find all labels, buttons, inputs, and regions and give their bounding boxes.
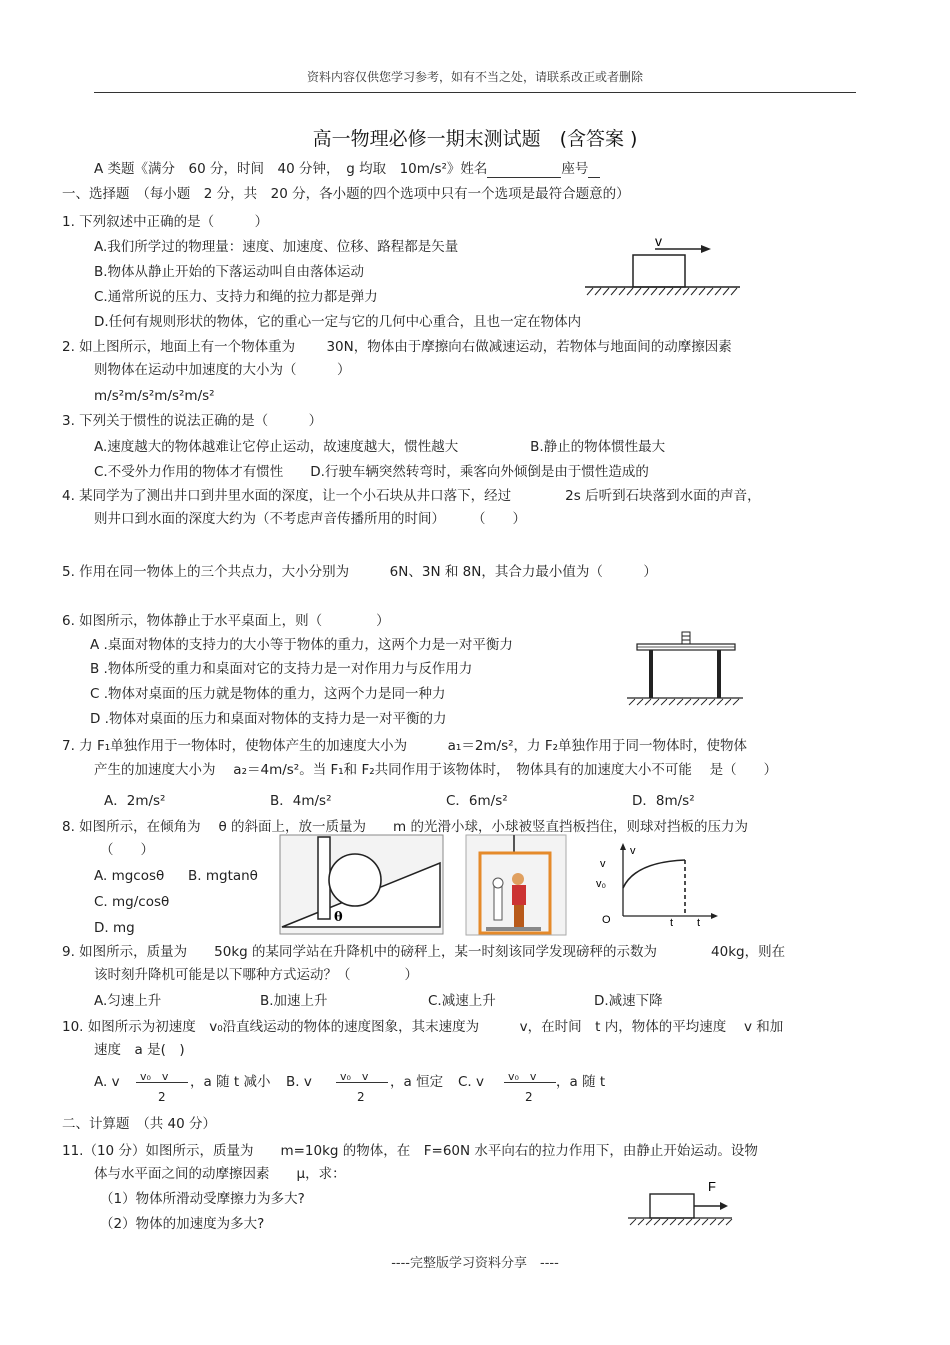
force-block-figure [628, 1178, 738, 1228]
q6-option-c: C .物体对桌面的压力就是物体的重力，这两个力是同一种力 [90, 686, 446, 702]
q1-option-d: D.任何有规则形状的物体，它的重心一定与它的几何中心重合，且也一定在物体内 [94, 314, 582, 330]
graph-v-axis: v [600, 858, 606, 870]
q9-option-a: A.匀速上升 [94, 993, 162, 1009]
q10-stem: 10. 如图所示为初速度 v₀沿直线运动的物体的速度图象，其末速度为 v，在时间 t 内，物体的平均速度 v 和加 [62, 1019, 784, 1035]
name-blank[interactable] [487, 163, 561, 178]
q7-option-c: C．6m/s² [446, 793, 508, 809]
q6-stem: 6. 如图所示，物体静止于水平桌面上，则（ ） [62, 613, 390, 629]
graph-origin-label: O [602, 914, 611, 926]
q2-stem-2: 则物体在运动中加速度的大小为（ ） [94, 362, 351, 378]
q10-option-a-fraction-bar [136, 1082, 188, 1083]
incline-figure [280, 835, 444, 935]
section1-heading: 一、选择题 （每小题 2 分，共 20 分，各小题的四个选项中只有一个选项是最符合题意的） [62, 186, 630, 202]
q9-stem: 9. 如图所示，质量为 50kg 的某同学站在升降机中的磅秤上，某一时刻该同学发现磅秤的示数为 40kg，则在 [62, 944, 786, 960]
q7-option-b: B．4m/s² [270, 793, 332, 809]
q5-stem: 5. 作用在同一物体上的三个共点力，大小分别为 6N、3N 和 8N，其合力最小值为（ ） [62, 564, 657, 580]
graph-t2-label: t [697, 917, 701, 929]
seat-label: 座号 [561, 161, 589, 177]
graph-v-top: v [630, 845, 636, 857]
q2-stem: 2. 如上图所示，地面上有一个物体重为 30N，物体由于摩擦向右做减速运动，若物体与地面间的动摩擦因素 [62, 339, 732, 355]
q3-options-ab: A.速度越大的物体越难让它停止运动，故速度越大，惯性越大 B.静止的物体惯性最大 [94, 439, 666, 455]
q7-stem-2: 产生的加速度大小为 a₂＝4m/s²。当 F₁和 F₂共同作用于该物体时， 物体具有的加速度大小不可能 是（ ） [94, 762, 778, 778]
q1-option-c: C.通常所说的压力、支持力和绳的拉力都是弹力 [94, 289, 378, 305]
theta-label: θ [334, 910, 343, 925]
graph-t1-label: t [670, 917, 674, 929]
q10-option-a-tail: ，a 随 t 减小 [190, 1074, 271, 1090]
exam-info [94, 160, 600, 178]
q7-option-a: A．2m/s² [104, 793, 166, 809]
q3-stem: 3. 下列关于惯性的说法正确的是（ ） [62, 413, 323, 429]
velocity-time-graph [590, 840, 720, 935]
q9-stem-2: 该时刻升降机可能是以下哪种方式运动？（ ） [94, 967, 418, 983]
q10-option-a-label: A. v [94, 1074, 120, 1090]
block-velocity-figure [585, 232, 745, 302]
q8-paren: （ ） [100, 842, 154, 858]
q8-stem: 8. 如图所示，在倾角为 θ 的斜面上，放一质量为 m 的光滑小球，小球被竖直挡板挡住，则球对挡板的压力为 [62, 819, 748, 835]
seat-blank[interactable] [588, 163, 600, 178]
q7-option-d: D．8m/s² [632, 793, 695, 809]
q2-options: m/s²m/s²m/s²m/s² [94, 388, 215, 404]
graph-v0-label: v₀ [596, 878, 607, 890]
q1-option-b: B.物体从静止开始的下落运动叫自由落体运动 [94, 264, 365, 280]
q1-option-a: A.我们所学过的物理量：速度、加速度、位移、路程都是矢量 [94, 239, 459, 255]
q10-option-b-tail: ，a 恒定 [390, 1074, 444, 1090]
q10-stem-2: 速度 a 是( ) [94, 1042, 185, 1058]
exam-info-text: A 类题《满分 60 分，时间 40 分钟， g 均取 10m/s²》姓名 [94, 161, 488, 177]
q7-stem: 7. 力 F₁单独作用于一物体时，使物体产生的加速度大小为 a₁＝2m/s²，力 F₂单独作用于同一物体时，使物体 [62, 738, 748, 754]
q10-option-c-label: C. v [458, 1074, 484, 1090]
q8-option-a: A. mgcosθ [94, 868, 165, 884]
q10-option-b-numerator: v₀ v [340, 1070, 369, 1083]
q10-option-c-tail: ，a 随 t [556, 1074, 606, 1090]
q10-option-c-fraction-bar [504, 1082, 556, 1083]
q11-stem-2: 体与水平面之间的动摩擦因素 μ，求： [94, 1166, 346, 1182]
q10-option-a-denominator: 2 [158, 1090, 166, 1104]
q1-stem: 1. 下列叙述中正确的是（ ） [62, 214, 269, 230]
q8-option-d: D. mg [94, 920, 135, 936]
q3-options-cd: C.不受外力作用的物体才有惯性 D.行驶车辆突然转弯时，乘客向外倾倒是由于惯性造成的 [94, 464, 649, 480]
q10-option-b-denominator: 2 [357, 1090, 365, 1104]
q9-option-d: D.减速下降 [594, 993, 663, 1009]
q11-stem: 11.（10 分）如图所示，质量为 m=10kg 的物体，在 F=60N 水平向右的拉力作用下，由静止开始运动。设物 [62, 1143, 758, 1159]
q9-option-b: B.加速上升 [260, 993, 328, 1009]
q11-part1: （1）物体所滑动受摩擦力为多大? [100, 1191, 305, 1207]
q11-part2: （2）物体的加速度为多大? [100, 1216, 265, 1232]
q10-option-b-fraction-bar [336, 1082, 388, 1083]
q4-stem: 4. 某同学为了测出井口到井里水面的深度，让一个小石块从井口落下，经过 2s 后听到石块落到水面的声音， [62, 488, 761, 504]
q6-option-b: B .物体所受的重力和桌面对它的支持力是一对作用力与反作用力 [90, 661, 473, 677]
elevator-figure [466, 835, 566, 935]
q10-option-c-denominator: 2 [525, 1090, 533, 1104]
q6-option-d: D .物体对桌面的压力和桌面对物体的支持力是一对平衡的力 [90, 711, 447, 727]
velocity-label: v [655, 233, 662, 249]
q10-option-c-numerator: v₀ v [508, 1070, 537, 1083]
header-note: 资料内容仅供您学习参考，如有不当之处，请联系改正或者删除 [306, 70, 643, 84]
q4-stem-2: 则井口到水面的深度大约为（不考虑声音传播所用的时间） （ ） [94, 511, 526, 527]
q9-option-c: C.减速上升 [428, 993, 496, 1009]
q10-option-b-label: B. v [286, 1074, 312, 1090]
q10-option-a-numerator: v₀ v [140, 1070, 169, 1083]
footer-note: ----完整版学习资料分享 ---- [391, 1256, 559, 1271]
page-title: 高一物理必修一期末测试题 (含答案 ) [312, 128, 638, 150]
header-divider [94, 92, 856, 93]
table-figure [625, 630, 745, 710]
q8-option-c: C. mg/cosθ [94, 894, 170, 910]
section2-heading: 二、计算题 （共 40 分） [62, 1116, 217, 1132]
q8-option-b: B. mgtanθ [188, 868, 258, 884]
q6-option-a: A .桌面对物体的支持力的大小等于物体的重力，这两个力是一对平衡力 [90, 637, 513, 653]
force-label: F [708, 1179, 716, 1194]
